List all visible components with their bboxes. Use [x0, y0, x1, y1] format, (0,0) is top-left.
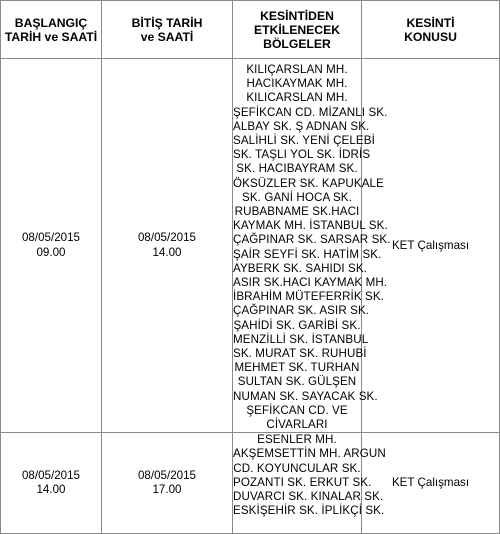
- header-subject: KESİNTİ KONUSU: [362, 1, 500, 59]
- end-cell: 08/05/2015 14.00: [102, 59, 233, 433]
- header-end: BİTİŞ TARİH ve SAATİ: [102, 1, 233, 59]
- start-cell: 08/05/2015 09.00: [1, 59, 102, 433]
- table-row: [1, 59, 500, 433]
- header-row: [1, 1, 500, 59]
- header-start: BAŞLANGIÇ TARİH ve SAATİ: [1, 1, 102, 59]
- start-cell: 08/05/2015 14.00: [1, 433, 102, 534]
- header-regions: KESİNTİDEN ETKİLENECEK BÖLGELER: [233, 1, 362, 59]
- subject-cell: KET Çalışması: [362, 433, 500, 534]
- regions-cell: ESENLER MH. AKŞEMSETTİN MH. ARGUN CD. KOYUNCULAR SK. POZANTI SK. ERKUT SK. DUVARCI SK. KINALAR SK. ESKİŞEHİR SK. İPLİKÇİ SK.: [233, 433, 362, 534]
- end-cell: 08/05/2015 17.00: [102, 433, 233, 534]
- regions-cell: KILIÇARSLAN MH. HACIKAYMAK MH. KILICARSLAN MH. ŞEFİKCAN CD. MİZANLI SK. ALBAY SK. Ş ADNAN SK. SALİHLİ SK. YENİ ÇELEBİ SK. TAŞLI YOL SK. İDRİS SK. HACIBAYRAM SK. ÖKSÜZLER SK. KAPUKALE SK. GANİ HOCA SK. RUBABNAME SK.HACI KAYMAK MH. İSTANBUL SK. ÇAĞPINAR SK. SARSAR SK. ŞAİR SEYFİ SK. HATİM SK. AYBERK SK. SAHIDI SK. ASIR SK.HACI KAYMAK MH. İBRAHİM MÜTEFERRİK SK. ÇAĞPINAR SK. ASIR SK. ŞAHİDİ SK. GARİBİ SK. MENZİLLİ SK. İSTANBUL SK. MURAT SK. RUHUBİ MEHMET SK. TURHAN SULTAN SK. GÜLŞEN NUMAN SK. SAYACAK SK. ŞEFİKCAN CD. VE CİVARLARI: [233, 59, 362, 433]
- subject-cell: KET Çalışması: [362, 59, 500, 433]
- table-row: [1, 433, 500, 534]
